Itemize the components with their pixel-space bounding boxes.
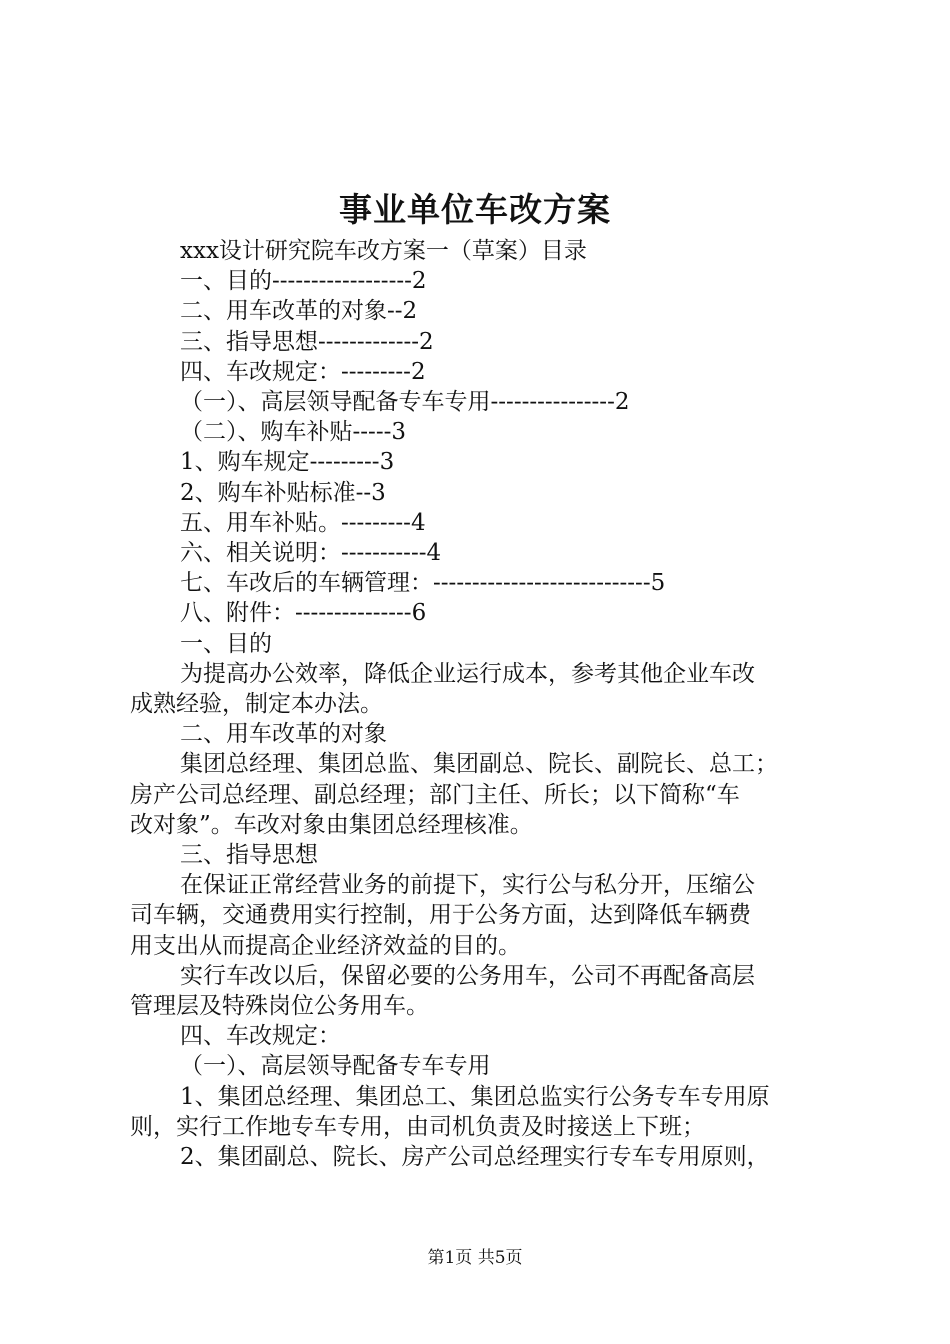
toc-entry: 一、目的------------------2 <box>180 268 427 295</box>
paragraph-line: 在保证正常经营业务的前提下，实行公与私分开，压缩公 <box>180 872 755 899</box>
page-footer: 第1页 共5页 <box>427 1248 523 1268</box>
section-heading: 三、指导思想 <box>180 842 318 869</box>
paragraph-line: 管理层及特殊岗位公务用车。 <box>130 993 429 1020</box>
paragraph-line: 为提高办公效率，降低企业运行成本，参考其他企业车改 <box>180 660 755 687</box>
toc-heading: xxx设计研究院车改方案一（草案）目录 <box>180 238 587 264</box>
section-heading: 二、用车改革的对象 <box>180 721 387 748</box>
paragraph-line: 实行车改以后，保留必要的公务用车，公司不再配备高层 <box>180 962 755 989</box>
toc-entry: 四、车改规定：---------2 <box>180 358 426 385</box>
paragraph-line: 房产公司总经理、副总经理；部门主任、所长；以下简称“车 <box>130 781 740 808</box>
toc-entry: （二）、购车补贴-----3 <box>180 419 406 446</box>
subsection-heading: （一）、高层领导配备专车专用 <box>180 1053 491 1080</box>
toc-entry: 五、用车补贴。---------4 <box>180 509 426 536</box>
toc-entry: 1、购车规定---------3 <box>180 449 395 476</box>
toc-entry: 六、相关说明：-----------4 <box>180 540 442 567</box>
paragraph-line: 集团总经理、集团总监、集团副总、院长、副院长、总工； <box>180 751 778 778</box>
paragraph-line: 成熟经验，制定本办法。 <box>130 691 383 718</box>
document-body <box>130 236 840 1172</box>
paragraph-line: 用支出从而提高企业经济效益的目的。 <box>130 932 521 959</box>
paragraph-line: 1、集团总经理、集团总工、集团总监实行公务专车专用原 <box>180 1083 770 1110</box>
paragraph-line: 则，实行工作地专车专用，由司机负责及时接送上下班； <box>130 1113 705 1140</box>
section-heading: 一、目的 <box>180 630 272 657</box>
section-heading: 四、车改规定： <box>180 1023 341 1050</box>
toc-entry: 2、购车补贴标准--3 <box>180 479 386 506</box>
paragraph-line: 改对象”。车改对象由集团总经理核准。 <box>130 811 533 838</box>
toc-entry: （一）、高层领导配备专车专用----------------2 <box>180 389 630 416</box>
paragraph-line: 司车辆，交通费用实行控制，用于公务方面，达到降低车辆费 <box>130 902 751 929</box>
toc-entry: 八、附件：---------------6 <box>180 600 427 627</box>
paragraph-line: 2、集团副总、院长、房产公司总经理实行专车专用原则， <box>180 1144 770 1171</box>
document-title: 事业单位车改方案 <box>339 190 611 229</box>
toc-entry: 七、车改后的车辆管理：----------------------------5 <box>180 570 666 597</box>
toc-entry: 三、指导思想-------------2 <box>180 328 434 355</box>
toc-entry: 二、用车改革的对象--2 <box>180 298 418 325</box>
